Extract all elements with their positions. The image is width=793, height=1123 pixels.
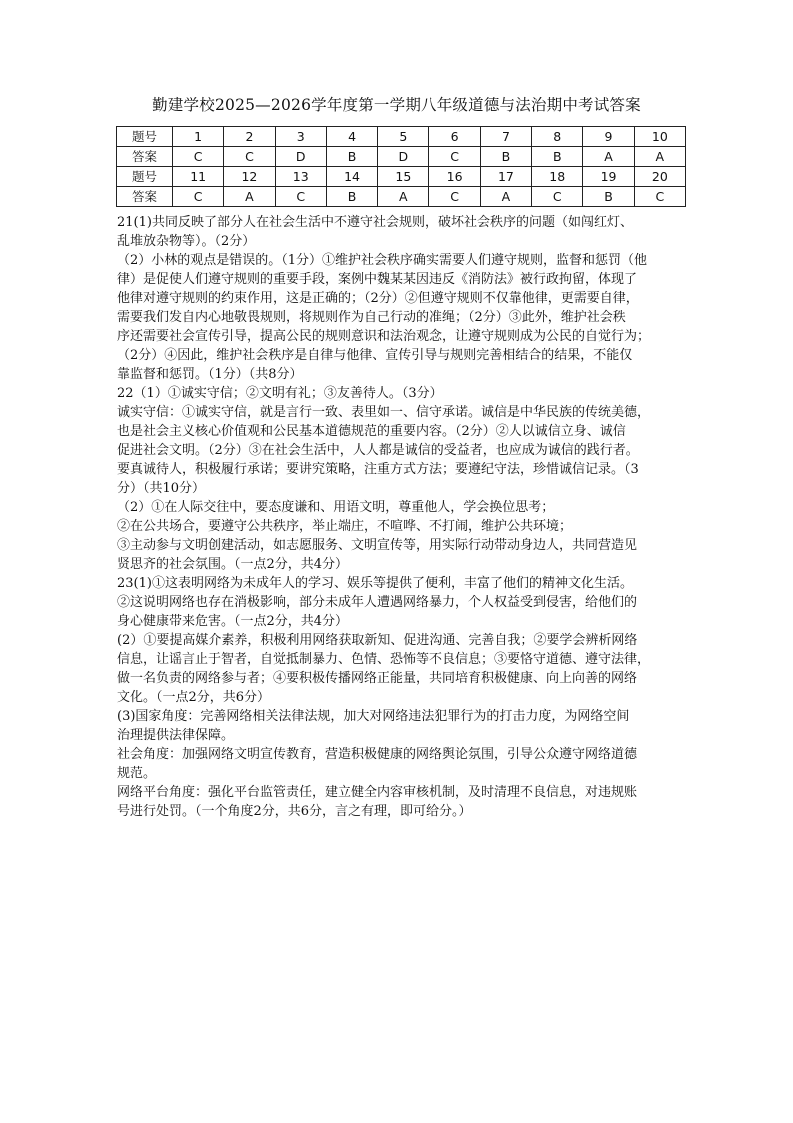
table-cell: 16 [429, 167, 480, 187]
row-label: 答案 [117, 187, 173, 207]
answer-line: 促进社会文明。（2分）③在社会生活中，人人都是诚信的受益者，也应成为诚信的践行者。 [117, 443, 639, 458]
table-cell: 9 [583, 127, 634, 147]
answer-line: 分）（共10分） [117, 481, 206, 496]
answer-line: 也是社会主义核心价值观和公民基本道德规范的重要内容。（2分）②人以诚信立身、诚信 [117, 424, 626, 439]
table-cell: 14 [326, 167, 377, 187]
row-label: 题号 [117, 167, 173, 187]
table-row [117, 167, 686, 187]
table-cell: A [378, 187, 429, 207]
answer-line: (2）①要提高媒介素养，积极利用网络获取新知、促进沟通、完善自我；②要学会辨析网络 [117, 633, 638, 648]
table-cell: D [378, 147, 429, 167]
table-cell: C [224, 147, 275, 167]
table-cell: 20 [634, 167, 685, 187]
answer-line: (3)国家角度：完善网络相关法律法规，加大对网络违法犯罪行为的打击力度，为网络空间 [117, 709, 630, 724]
answer-line: 贤思齐的社会氛围。（一点2分，共4分） [117, 557, 349, 572]
answer-line: 要真诚待人，积极履行承诺；要讲究策略，注重方式方法；要遵纪守法，珍惜诚信记录。（3 [117, 462, 639, 477]
table-cell: 19 [583, 167, 634, 187]
table-cell: C [532, 187, 583, 207]
answer-line: 号进行处罚。（一个角度2分，共6分，言之有理，即可给分。） [117, 804, 472, 819]
table-cell: B [326, 187, 377, 207]
table-row [117, 187, 686, 207]
table-cell: B [583, 187, 634, 207]
answer-line: 靠监督和惩罚。（1分）（共8分） [117, 367, 303, 382]
table-cell: 11 [173, 167, 224, 187]
table-cell: 4 [326, 127, 377, 147]
table-row [117, 147, 686, 167]
row-label: 题号 [117, 127, 173, 147]
answer-line: 治理提供法律保障。 [117, 728, 235, 743]
answer-line: 22（1）①诚实守信；②文明有礼；③友善待人。（3分） [117, 386, 443, 401]
table-cell: C [173, 147, 224, 167]
answer-line: 律）是促使人们遵守规则的重要手段，案例中魏某某因违反《消防法》被行政拘留，体现了 [117, 272, 638, 287]
table-cell: A [480, 187, 531, 207]
answer-line: 23(1)①这表明网络为未成年人的学习、娱乐等提供了便利，丰富了他们的精神文化生活。 [117, 576, 633, 591]
table-cell: 7 [480, 127, 531, 147]
answer-line: 诚实守信：①诚实守信，就是言行一致、表里如一、信守承诺。诚信是中华民族的传统美德， [117, 405, 651, 420]
answer-line: 做一名负责的网络参与者；④要积极传播网络正能量，共同培育积极健康、向上向善的网络 [117, 671, 638, 686]
table-row [117, 127, 686, 147]
table-cell: 8 [532, 127, 583, 147]
table-cell: A [583, 147, 634, 167]
table-cell: C [275, 187, 326, 207]
table-cell: 13 [275, 167, 326, 187]
answer-line: 他律对遵守规则的约束作用，这是正确的；（2分）②但遵守规则不仅靠他律，更需要自律， [117, 291, 639, 306]
answer-line: 序还需要社会宣传引导，提高公民的规则意识和法治观念，让遵守规则成为公民的自觉行为； [117, 329, 651, 344]
table-cell: A [634, 147, 685, 167]
answer-line: （2）①在人际交往中，要态度谦和、用语文明，尊重他人，学会换位思考； [117, 500, 555, 515]
table-cell: B [480, 147, 531, 167]
table-cell: A [224, 187, 275, 207]
table-cell: 5 [378, 127, 429, 147]
answer-line: （2）小林的观点是错误的。（1分）①维护社会秩序确实需要人们遵守规则，监督和惩罚（他 [117, 253, 648, 268]
row-label: 答案 [117, 147, 173, 167]
table-cell: C [634, 187, 685, 207]
answer-line: ②在公共场合，要遵守公共秩序，举止端庄，不喧哗、不打闹，维护公共环境； [117, 519, 573, 534]
answer-line: 社会角度：加强网络文明宣传教育，营造积极健康的网络舆论氛围，引导公众遵守网络道德 [117, 747, 638, 762]
table-cell: B [532, 147, 583, 167]
answer-line: 21(1)共同反映了部分人在社会生活中不遵守社会规则，破坏社会秩序的问题（如闯红灯、 [117, 215, 633, 230]
table-cell: 10 [634, 127, 685, 147]
answer-line: 规范。 [117, 766, 157, 781]
table-cell: C [429, 187, 480, 207]
answer-line: 网络平台角度：强化平台监管责任，建立健全内容审核机制，及时清理不良信息，对违规账 [117, 785, 638, 800]
answer-line: ③主动参与文明创建活动，如志愿服务、文明宣传等，用实际行动带动身边人，共同营造见 [117, 538, 638, 553]
answer-line: 乱堆放杂物等）。（2分） [117, 234, 256, 249]
table-cell: 18 [532, 167, 583, 187]
answer-table [116, 126, 686, 207]
table-cell: 15 [378, 167, 429, 187]
table-cell: 2 [224, 127, 275, 147]
table-cell: D [275, 147, 326, 167]
table-cell: 3 [275, 127, 326, 147]
table-cell: 1 [173, 127, 224, 147]
answer-line: （2分）④因此，维护社会秩序是自律与他律、宣传引导与规则完善相结合的结果，不能仅 [117, 348, 633, 363]
table-cell: C [173, 187, 224, 207]
answer-line: 信息，让谣言止于智者，自觉抵制暴力、色情、恐怖等不良信息；③要恪守道德、遵守法律， [117, 652, 651, 667]
table-cell: 17 [480, 167, 531, 187]
table-cell: 6 [429, 127, 480, 147]
answer-explanations [117, 213, 687, 821]
page-title: 勤建学校2025—2026学年度第一学期八年级道德与法治期中考试答案 [152, 96, 641, 114]
table-cell: 12 [224, 167, 275, 187]
answer-line: 身心健康带来危害。（一点2分，共4分） [117, 614, 349, 629]
answer-line: 文化。（一点2分，共6分） [117, 690, 271, 705]
table-cell: B [326, 147, 377, 167]
answer-line: 需要我们发自内心地敬畏规则，将规则作为自己行动的准绳；（2分）③此外，维护社会秩 [117, 310, 626, 325]
table-cell: C [429, 147, 480, 167]
answer-line: ②这说明网络也存在消极影响，部分未成年人遭遇网络暴力，个人权益受到侵害，给他们的 [117, 595, 638, 610]
